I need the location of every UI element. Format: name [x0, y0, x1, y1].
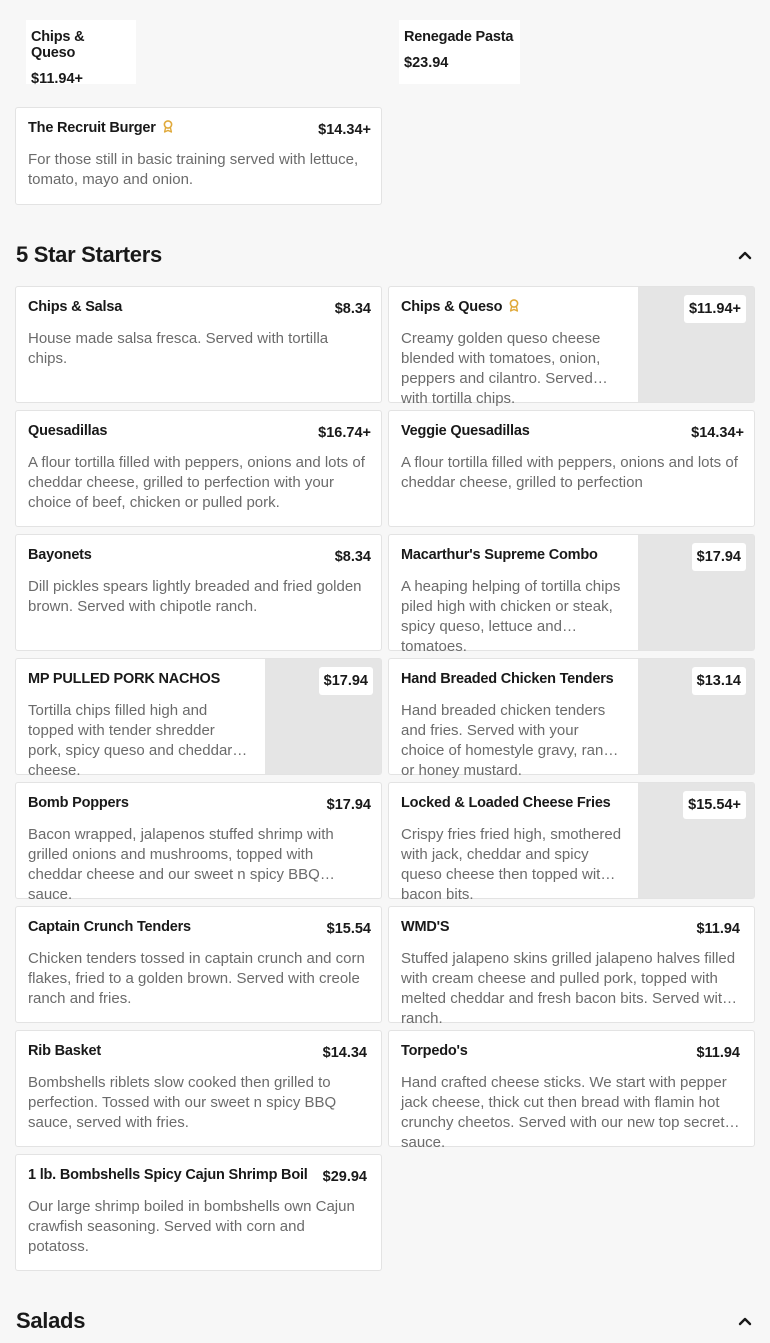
menu-item-cheese-fries[interactable]: [388, 782, 755, 903]
item-description: House made salsa fresca. Served with tortilla chips.: [28, 330, 329, 367]
menu-item-veggie-quesadillas[interactable]: [388, 410, 755, 527]
item-description: Tortilla chips filled high and topped with tender shredder pork, spicy queso and cheddar cheese.: [28, 702, 233, 779]
item-name: Chips & Queso: [31, 29, 85, 61]
item-price: $11.94+: [684, 295, 746, 323]
menu-item-chicken-tenders[interactable]: [388, 658, 755, 779]
menu-item-macarthurs-combo[interactable]: [388, 534, 755, 655]
item-price: $17.94: [319, 667, 373, 695]
item-description: For those still in basic training served with lettuce, tomato, mayo and onion.: [28, 151, 359, 188]
item-price: $11.94: [696, 1045, 740, 1061]
item-description: Creamy golden queso cheese blended with tomatoes, onion, peppers and cilantro. Served with tortilla chips.: [401, 330, 601, 407]
menu-item-recruit-burger[interactable]: [15, 107, 382, 205]
item-name: Renegade Pasta: [404, 29, 514, 45]
menu-item-chips-queso[interactable]: [388, 286, 755, 407]
item-description: Stuffed jalapeno skins grilled jalapeno halves filled with cream cheese and pulled pork, topped with melted cheddar and fresh bacon bits. Served with ranch.: [401, 950, 736, 1027]
item-price: $17.94: [326, 797, 371, 813]
item-name: Quesadillas: [28, 423, 108, 439]
item-price: $8.34: [334, 301, 371, 317]
item-price: $14.34+: [318, 122, 371, 138]
item-price: $16.74+: [318, 425, 371, 441]
item-price: $15.54: [326, 921, 371, 937]
item-price: $11.94+: [31, 71, 84, 87]
menu-item-rib-basket[interactable]: [15, 1030, 382, 1147]
menu-chip-renegade-pasta[interactable]: [399, 20, 520, 84]
menu-item-quesadillas[interactable]: [15, 410, 382, 527]
section-title-starters: 5 Star Starters: [16, 242, 162, 267]
chevron-up-icon[interactable]: [738, 1316, 752, 1326]
item-price: $29.94: [322, 1169, 367, 1185]
item-price: $14.34+: [691, 425, 744, 441]
menu-item-bomb-poppers[interactable]: [15, 782, 382, 903]
item-name: Veggie Quesadillas: [401, 423, 530, 439]
menu-item-chips-salsa[interactable]: [15, 286, 382, 403]
item-price: $17.94: [692, 543, 746, 571]
item-description: Chicken tenders tossed in captain crunch and corn flakes, fried to a golden brown. Served with creole ranch and fries.: [28, 950, 365, 1007]
item-description: Hand breaded chicken tenders and fries. Served with your choice of homestyle gravy, ranch or honey mustard.: [401, 702, 620, 779]
item-name-text: Chips & Queso: [401, 299, 503, 315]
item-name-text: The Recruit Burger: [28, 120, 156, 136]
item-price: $23.94: [404, 55, 449, 71]
award-icon: [162, 120, 174, 133]
item-name: Locked & Loaded Cheese Fries: [401, 795, 611, 811]
item-description: Bacon wrapped, jalapenos stuffed shrimp with grilled onions and mushrooms, topped with cheddar cheese and our sweet n spicy BBQ sauce.: [28, 826, 334, 903]
item-price: $8.34: [334, 549, 371, 565]
item-name: Chips & Salsa: [28, 299, 123, 315]
menu-item-bayonets[interactable]: [15, 534, 382, 651]
chevron-up-icon[interactable]: [738, 250, 752, 260]
item-name: Bayonets: [28, 547, 92, 563]
item-description: A flour tortilla filled with peppers, onions and lots of cheddar cheese, grilled to perfection with your choice of beef, chicken or pulled pork.: [28, 454, 365, 511]
item-price: $15.54+: [683, 791, 746, 819]
item-name: Torpedo's: [401, 1043, 468, 1059]
item-description: Our large shrimp boiled in bombshells own Cajun crawfish seasoning. Served with corn and potatoss.: [28, 1198, 355, 1255]
item-price: $13.14: [692, 667, 746, 695]
item-price: $14.34: [322, 1045, 367, 1061]
item-description: Bombshells riblets slow cooked then grilled to perfection. Tossed with our sweet n spicy BBQ sauce, served with fries.: [28, 1074, 337, 1131]
item-name: Bomb Poppers: [28, 795, 129, 811]
item-name: Rib Basket: [28, 1043, 101, 1059]
item-name: WMD'S: [401, 919, 450, 935]
item-description: A flour tortilla filled with peppers, onions and lots of cheddar cheese, grilled to perfection: [401, 454, 738, 491]
item-name: Hand Breaded Chicken Tenders: [401, 671, 614, 687]
menu-item-wmds[interactable]: [388, 906, 755, 1027]
item-description: A heaping helping of tortilla chips piled high with chicken or steak, spicy queso, lettuce and tomatoes.: [401, 578, 621, 655]
item-description: Crispy fries fried high, smothered with jack, cheddar and spicy queso cheese then topped with bacon bits.: [401, 826, 622, 903]
item-price: $11.94: [696, 921, 740, 937]
award-icon: [508, 299, 520, 312]
menu-item-pulled-pork-nachos[interactable]: [15, 658, 382, 779]
section-title-salads: Salads: [16, 1308, 86, 1333]
menu-item-captain-crunch-tenders[interactable]: [15, 906, 382, 1023]
item-name: [28, 120, 174, 136]
menu-chip-chips-queso[interactable]: [26, 20, 136, 87]
item-name: [401, 299, 520, 315]
item-description: Dill pickles spears lightly breaded and fried golden brown. Served with chipotle ranch.: [28, 578, 362, 615]
item-name: Macarthur's Supreme Combo: [401, 547, 598, 563]
item-name: Captain Crunch Tenders: [28, 919, 191, 935]
item-name: MP PULLED PORK NACHOS: [28, 671, 221, 687]
item-name: 1 lb. Bombshells Spicy Cajun Shrimp Boil: [28, 1167, 308, 1183]
item-description: Hand crafted cheese sticks. We start with pepper jack cheese, thick cut then bread with flamin hot crunchy cheetos. Served with our new top secret sauce.: [401, 1074, 727, 1151]
menu-item-shrimp-boil[interactable]: [15, 1154, 382, 1271]
menu-item-torpedos[interactable]: [388, 1030, 755, 1151]
